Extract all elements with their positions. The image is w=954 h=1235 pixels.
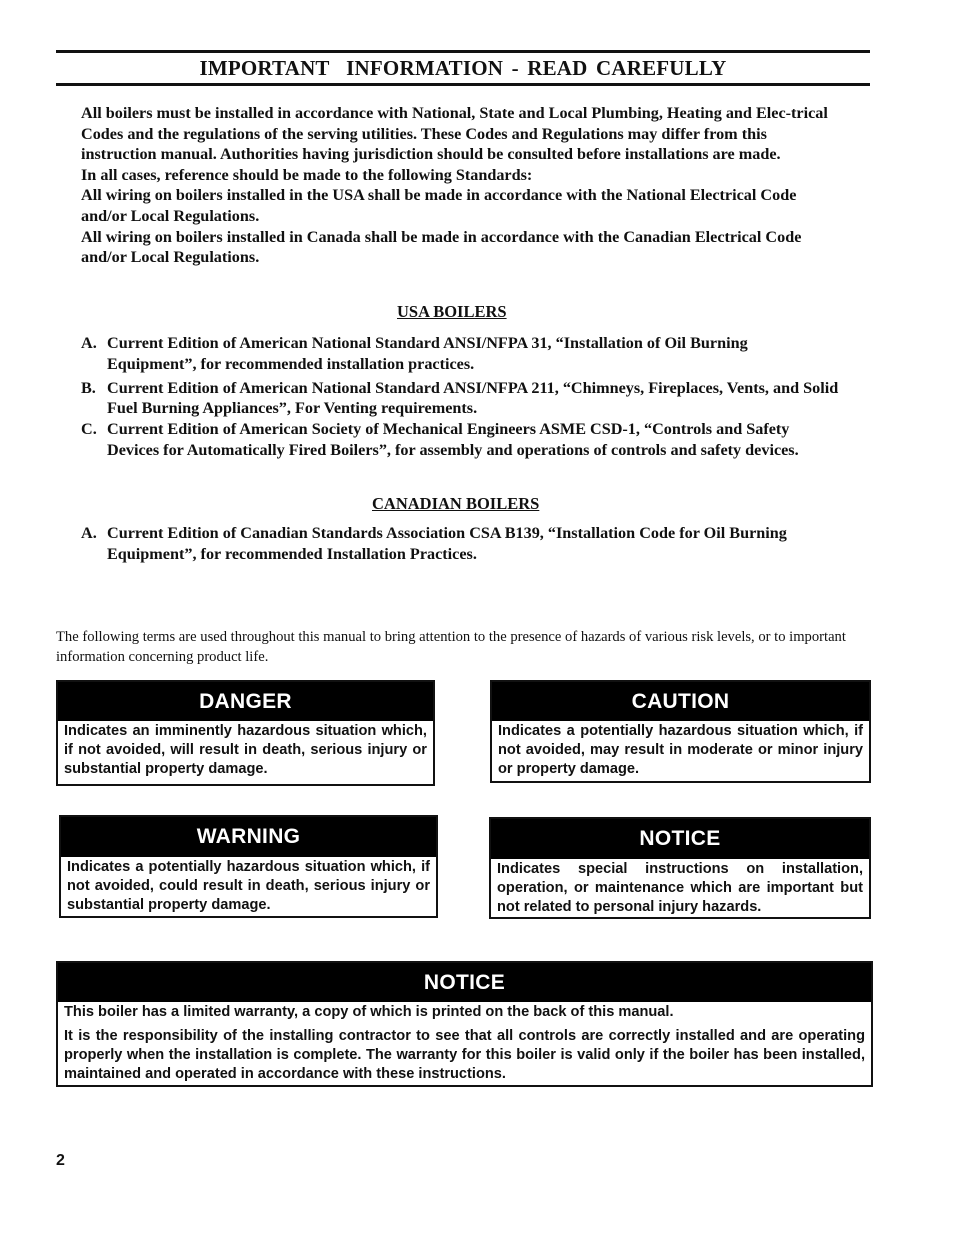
intro-paragraph-usa-wiring: All wiring on boilers installed in the USA shall be made in accordance with the National Electrical Code and/or Local Regulations. — [81, 186, 797, 225]
list-item — [81, 378, 841, 420]
list-item-letter: C. — [81, 420, 97, 439]
page-title-text: IMPORTANT INFORMATION - READ CAREFULLY — [199, 55, 727, 80]
list-item-letter: B. — [81, 378, 96, 397]
warning-title: WARNING — [61, 817, 436, 857]
intro-section — [81, 103, 841, 268]
notice-warranty-paragraph: This boiler has a limited warranty, a copy of which is printed on the back of this manual. — [64, 1004, 674, 1020]
notice-box-warranty — [56, 961, 873, 1087]
caution-text: Indicates a potentially hazardous situation which, if not avoided, may result in moderate or minor injury or property damage. — [498, 723, 863, 777]
intro-paragraph-codes: All boilers must be installed in accordance with National, State and Local Plumbing, Heating and Elec-trical Codes and the regulations of the serving utilities. These Codes and Regulations may differ from this instruction manual. Authorities having jurisdiction should be consulted before installations are made. — [81, 104, 828, 164]
page-title — [56, 50, 870, 86]
list-item-letter: A. — [81, 334, 97, 352]
notice-box-small — [489, 817, 871, 919]
list-item — [81, 333, 841, 375]
caution-box — [490, 680, 871, 783]
danger-text: Indicates an imminently hazardous situation which, if not avoided, will result in death, serious injury or substantial property damage. — [64, 723, 427, 777]
notice-small-text: Indicates special instructions on installation, operation, or maintenance which are important but not related to personal injury hazards. — [497, 861, 863, 915]
usa-standards-list — [81, 333, 841, 461]
notice-responsibility-paragraph: It is the responsibility of the installing contractor to see that all controls are correctly installed and are operating properly when the installation is complete. The warranty for this boiler is valid only if the boiler has been installed, maintained and operated in accordance with these instructions. — [64, 1028, 865, 1082]
page-number: 2 — [56, 1152, 65, 1169]
canadian-standards-list — [81, 523, 841, 565]
notice-small-title: NOTICE — [491, 819, 869, 859]
notice-warranty-body — [58, 1002, 871, 1086]
list-item-text: Current Edition of American National Standard ANSI/NFPA 211, “Chimneys, Fireplaces, Vents, and Solid Fuel Burning Appliances”, For Venting requirements. — [107, 378, 839, 418]
list-item-text: Current Edition of Canadian Standards Association CSA B139, “Installation Code for Oil Burning Equipment”, for recommended Installation Practices. — [107, 524, 787, 563]
terms-intro: The following terms are used throughout this manual to bring attention to the presence of hazards of various risk levels, or to important information concerning product life. — [56, 629, 846, 665]
list-item — [81, 419, 841, 461]
list-item-letter: A. — [81, 524, 97, 542]
list-item-text: Current Edition of American Society of Mechanical Engineers ASME CSD-1, “Controls and Safety Devices for Automatically Fired Boilers”, for assembly and operations of controls and safety devices. — [107, 420, 799, 459]
intro-paragraph-canada-wiring: All wiring on boilers installed in Canada shall be made in accordance with the Canadian Electrical Code and/or Local Regulations. — [81, 227, 802, 267]
usa-boilers-heading: USA BOILERS — [397, 302, 507, 321]
danger-box — [56, 680, 435, 786]
intro-paragraph-standards: In all cases, reference should be made to the following Standards: — [81, 165, 533, 184]
notice-warranty-title: NOTICE — [58, 963, 871, 1002]
list-item-text: Current Edition of American National Standard ANSI/NFPA 31, “Installation of Oil Burning Equipment”, for recommended installation practices. — [107, 334, 748, 373]
canadian-boilers-heading: CANADIAN BOILERS — [372, 494, 540, 513]
warning-box — [59, 815, 438, 918]
caution-title: CAUTION — [492, 682, 869, 721]
warning-text: Indicates a potentially hazardous situation which, if not avoided, could result in death, serious injury or substantial property damage. — [67, 859, 430, 913]
danger-title: DANGER — [58, 682, 433, 721]
list-item — [81, 523, 841, 565]
